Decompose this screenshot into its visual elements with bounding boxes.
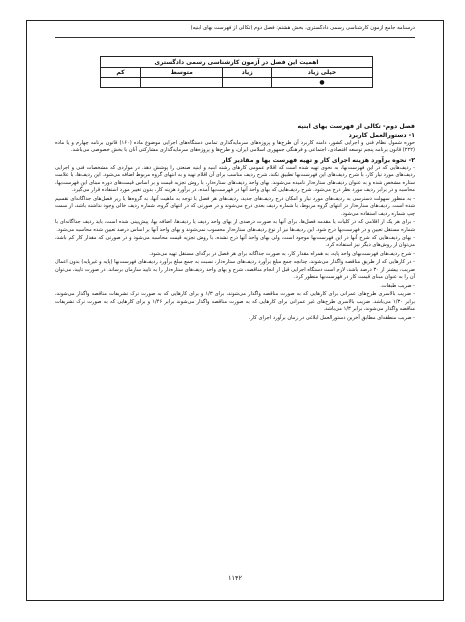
body-text [55,121,415,323]
body-paragraph: - بهای ردیف‌هایی که شرح آنها در این فهرست‌بها موجود است، ولی بهای واحد آنها درج نشده، با روش تجزیه قیمت محاسبه می‌شود و در صورتی که مقدار کار کم باشد، می‌توان از روش‌های دیگر نیز استفاده کرد. [55,234,415,249]
importance-col-high: زیاد [223,68,272,78]
importance-col-low: کم [101,68,141,78]
body-paragraph: - ضریب منطقه‌ای مطابق آخرین دستورالعمل ابلاغی در زمان برآورد اجرای کار. [248,314,415,321]
section-heading: ۲- نحوه برآورد هزینه اجرای کار و تهیه فهرست بها و مقادیر کار [221,156,415,164]
importance-empty-cell [101,78,141,88]
importance-col-medium: متوسط [141,68,223,78]
page-frame [26,20,444,601]
body-paragraph: - ضریب طبقات. [380,282,415,289]
importance-mark: ● [271,78,372,88]
body-paragraph: - برای هر یک از اقلامی که در کلیات یا مقدمه فصل‌ها، برای آنها به صورت درصدی از بهای واحد ردیف یا ردیف‌ها، اضافه بها، پیش‌بینی شده است، باید ردیف جداگانه‌ای با شماره مستقل تعیین و در فهرست‌بها درج شود. این ردیف‌ها نیز از نوع ردیف‌های ستاره‌دار محسوب نمی‌شوند و بهای واحد آنها بر اساس درصد تعیین شده محاسبه می‌شود. [55,219,415,233]
section-heading: فصل دوم- تکالی از فهرست بهای ابنیه [297,123,415,130]
importance-col-very-high: خیلی زیاد [271,68,372,78]
body-paragraph: - در کارهایی که از طریق مناقصه واگذار می‌شوند، چنانچه جمع مبلغ برآورد ردیف‌های ستاره‌دار، نسبت به جمع مبلغ برآورد ردیف‌های فهرست‌بها (پایه و غیرپایه) بدون اعمال ضریب، بیشتر از ۳۰ درصد باشد، لازم است دستگاه اجرایی قبل از انجام مناقصه، شرح و بهای واحد ردیف‌های ستاره‌دار را به تایید سازمان برساند. در صورت تایید، می‌توان آن را به عنوان مبنای قیمت کار در فهرست‌بها منظور کرد. [55,259,415,281]
header-divider [55,37,415,38]
running-header: درسنامه جامع آزمون کارشناسی رسمی دادگستری، بخش هشتم: فصل دوم (تکالی از فهرست بهای ابنیه) [190,25,415,31]
body-paragraph: حوزه شمول نظام فنی و اجرایی کشور، دامنه کاربرد آن طرح‌ها و پروژه‌های سرمایه‌گذاری تمامی دستگاه‌های اجرایی موضوع ماده (۱۶۰) قانون برنامه چهارم و یا ماده (۲۲۲) قانون برنامه پنجم توسعه اقتصادی، اجتماعی و فرهنگی جمهوری اسلامی ایران، و طرح‌ها و پروژه‌های سرمایه‌گذاری مشارکتی آنان با بخش خصوصی می‌باشد. [55,140,415,154]
importance-empty-cell [141,78,223,88]
body-paragraph: - ردیف‌هایی که در این فهرست‌بها، به نحوی تهیه شده است که اقلام عمومی کارهای رشته ابنیه و ابنیه صنعتی را پوشش دهد. در مواردی که مشخصات فنی و اجرایی ردیف‌های مورد نیاز کار، با شرح ردیف‌های این فهرست‌بها تطبیق نکند، شرح ردیف مناسب برای آن اقلام تهیه و به انتهای گروه مربوط اضافه می‌شود. این ردیف‌ها، با علامت ستاره مشخص شده و به عنوان ردیف‌های ستاره‌دار نامیده می‌شوند. بهای واحد ردیف‌های ستاره‌دار، با روش تجزیه قیمت و بر اساس قیمت‌های دوره مبنای این فهرست‌بها، محاسبه و در برابر ردیف مورد نظر درج می‌شود. شرح ردیف‌هایی که بهای واحد آنها در فهرست‌بها آمده، در برآورد هزینه کار، بدون تغییر مورد استفاده قرار می‌گیرد. [55,164,415,194]
importance-table-title: اهمیت این فصل در آزمون کارشناسی رسمی دادگستری [101,57,373,68]
section-heading: ۱- دستورالعمل کاربرد [348,132,415,139]
body-paragraph: - شرح ردیف‌های فهرست‌بهای واحد پایه، به همراه مقدار کار، به صورت جداگانه برای هر فصل در برگه‌ای مستقل تهیه می‌شود. [149,250,415,257]
page-number: ۱۱۴۲ [228,574,242,582]
body-paragraph: - به منظور سهولت دسترسی به ردیف‌های مورد نیاز و امکان درج ردیف‌های جدید، ردیف‌های هر فصل با توجه به ماهیت آنها، به گروه‌ها یا زیر فصل‌های جداگانه‌ای تقسیم شده است. ردیف‌های ستاره‌دار در انتهای گروه مربوط، با شماره ردیف بعدی درج می‌شوند و در صورتی که در انتهای گروه، شماره ردیف خالی وجود نداشته باشد، از سمت چپ شماره ردیف استفاده می‌شود. [55,195,415,217]
body-paragraph: - ضریب بالاسری طرح‌های عمرانی برای کارهایی که به صورت مناقصه واگذار می‌شوند، برای ۱/۳ و برای کارهایی که به صورت ترک تشریفات مناقصه واگذار می‌شوند، برابر ۱/۳۰ می‌باشد. ضریب بالاسری طرح‌های غیر عمرانی برای کارهایی که به صورت مناقصه واگذار می‌شوند برابر ۱/۴۶ و برای کارهایی که به صورت ترک تشریفات مناقصه واگذار می‌شوند، برابر ۱/۳ می‌باشد. [55,291,416,313]
importance-empty-cell [223,78,272,88]
importance-table [100,56,373,88]
